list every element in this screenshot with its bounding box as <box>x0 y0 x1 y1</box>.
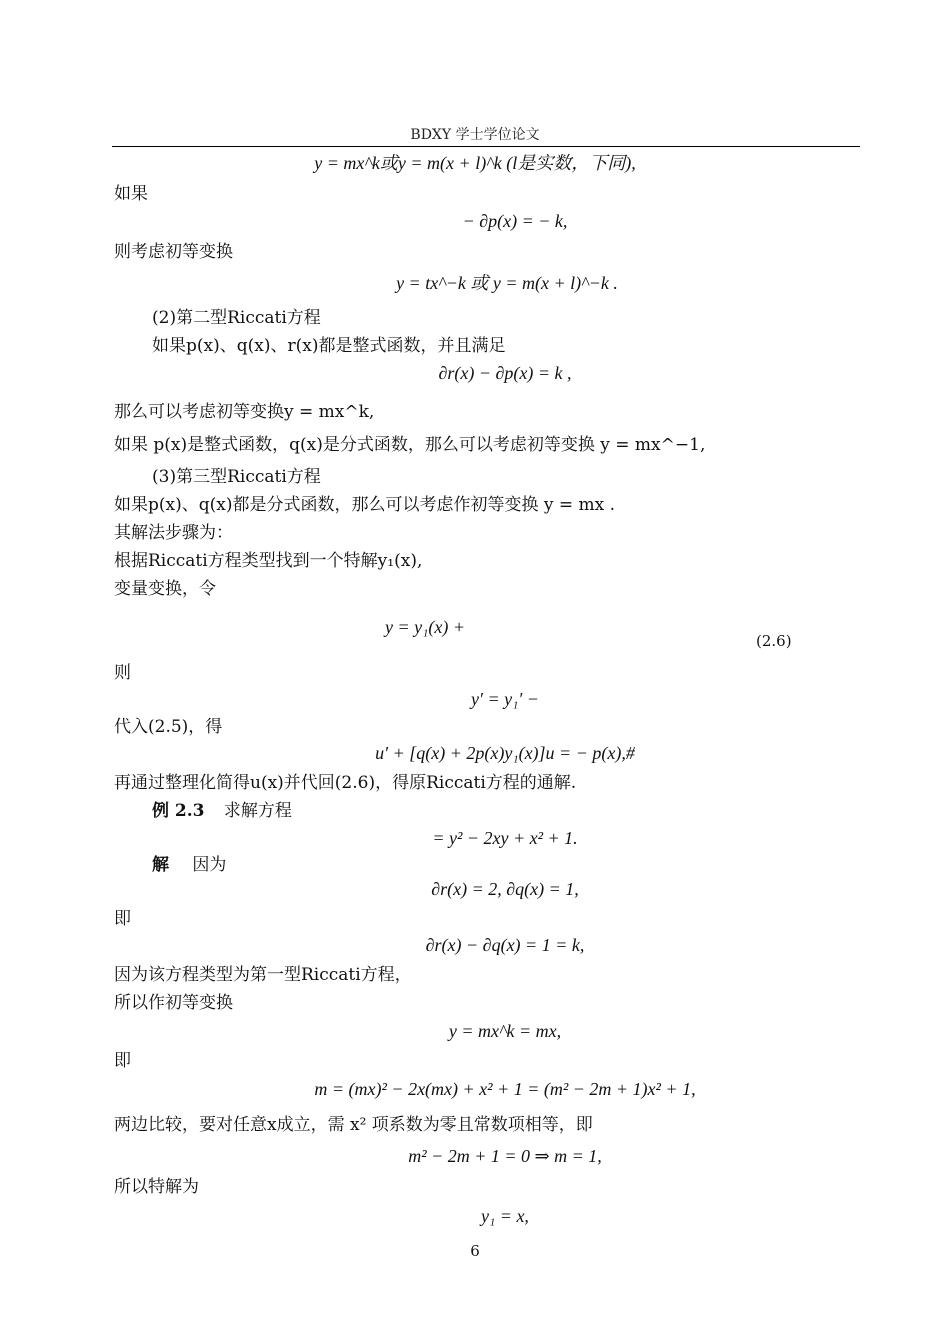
formula-line: y = tx^−k 或 y = m(x + l)^−k . <box>396 273 618 293</box>
text-line: 即 <box>114 1051 131 1071</box>
solution-line <box>152 854 226 876</box>
formula-line: y = y₁(x) + <box>384 617 465 637</box>
solution-text: 因为 <box>192 855 227 875</box>
formula-line: m² − 2m + 1 = 0 ⇒ m = 1, <box>408 1146 602 1166</box>
example-label: 例 2.3 <box>152 801 205 821</box>
text-line: 所以作初等变换 <box>114 993 233 1013</box>
formula-line: − ∂p(x) = − k, <box>462 211 568 231</box>
text-line: 如果 p(x)是整式函数，q(x)是分式函数，那么可以考虑初等变换 y = mx^−1, <box>114 435 706 455</box>
text-line: 根据Riccati方程类型找到一个特解y₁(x), <box>114 551 423 571</box>
formula-line: m = (mx)² − 2x(mx) + x² + 1 = (m² − 2m + 1)x² + 1, <box>314 1079 696 1099</box>
text-line: 所以特解为 <box>114 1177 199 1197</box>
section-heading: (3)第三型Riccati方程 <box>152 467 321 487</box>
solution-label: 解 <box>152 855 169 875</box>
running-header: BDXY 学士学位论文 <box>410 127 540 143</box>
page-number: 6 <box>470 1242 480 1260</box>
example-text: 求解方程 <box>223 801 292 821</box>
text-line: 那么可以考虑初等变换y = mx^k, <box>114 402 375 422</box>
text-line: 两边比较，要对任意x成立，需 x² 项系数为零且常数项相等，即 <box>114 1115 593 1135</box>
formula-line: ∂r(x) − ∂q(x) = 1 = k, <box>425 935 585 955</box>
text-line: 代入(2.5)，得 <box>114 717 223 737</box>
formula-line: u′ + [q(x) + 2p(x)y₁(x)]u = − p(x),# <box>375 743 635 763</box>
formula-line: y₁ = x, <box>481 1206 529 1226</box>
formula-line: ∂r(x) = 2, ∂q(x) = 1, <box>431 879 579 899</box>
text-line: 再通过整理化简得u(x)并代回(2.6)，得原Riccati方程的通解. <box>114 773 577 793</box>
text-line: 如果p(x)、q(x)都是分式函数，那么可以考虑作初等变换 y = mx . <box>114 495 616 515</box>
text-line: 即 <box>114 909 131 929</box>
section-heading: (2)第二型Riccati方程 <box>152 308 321 328</box>
example-line <box>152 800 292 822</box>
text-line: 如果p(x)、q(x)、r(x)都是整式函数，并且满足 <box>152 336 506 356</box>
text-line: 如果 <box>114 184 148 204</box>
text-line: 变量变换，令 <box>114 579 216 599</box>
text-line: 则 <box>114 663 131 683</box>
formula-line: = y² − 2xy + x² + 1. <box>432 828 578 848</box>
formula-line: y′ = y₁′ − <box>471 689 539 709</box>
formula-line: y = mx^k = mx, <box>448 1021 562 1041</box>
text-line: 则考虑初等变换 <box>114 242 233 262</box>
formula-line: ∂r(x) − ∂p(x) = k , <box>438 363 572 383</box>
text-line: 因为该方程类型为第一型Riccati方程， <box>114 965 412 985</box>
header-rule <box>112 146 860 147</box>
formula-line: y = mx^k或y = m(x + l)^k (l是实数，下同), <box>314 153 636 173</box>
equation-number: (2.6) <box>756 632 792 650</box>
text-line: 其解法步骤为： <box>114 523 233 543</box>
